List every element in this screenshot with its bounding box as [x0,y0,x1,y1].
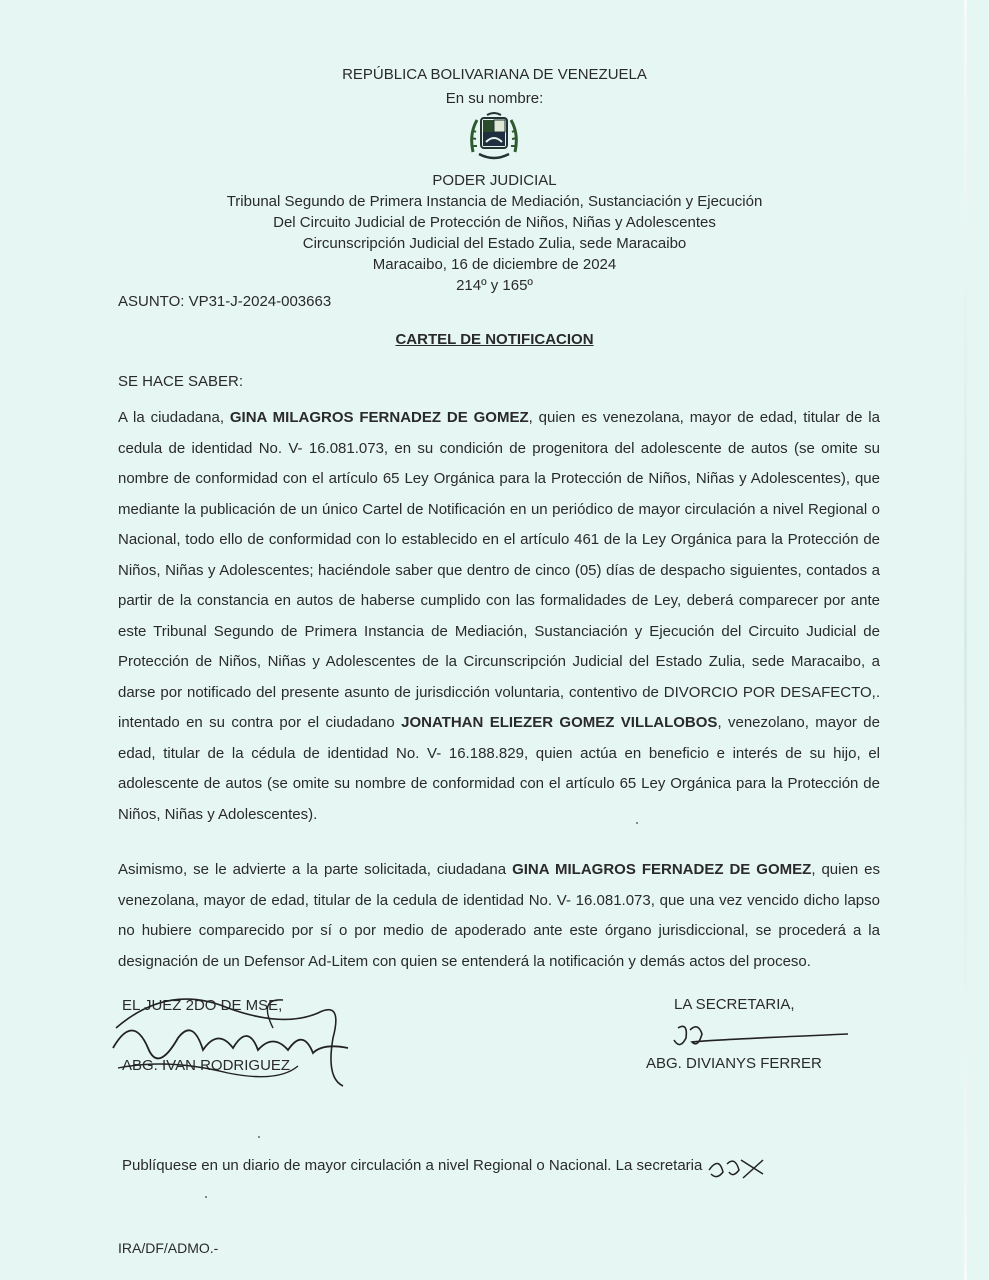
secretary-signature [668,1020,853,1052]
judge-signature [108,988,358,1098]
document-title: CARTEL DE NOTIFICACION [395,331,594,348]
speck [636,822,638,824]
header-date: Maracaibo, 16 de diciembre de 2024 [372,256,617,273]
p2-name-respondent: GINA MILAGROS FERNADEZ DE GOMEZ [512,861,812,878]
header-country: REPÚBLICA BOLIVARIANA DE VENEZUELA [342,66,647,83]
paragraph-1 [118,403,880,830]
header-circunscripcion: Circunscripción Judicial del Estado Zulia, sede Maracaibo [302,235,687,252]
speck [205,1196,207,1198]
case-number: ASUNTO: VP31-J-2024-003663 [118,293,332,310]
p2-text-a: Asimismo, se le advierte a la parte solicitada, ciudadana [118,861,513,878]
judge-name: ABG. IVAN RODRIGUEZ [122,1057,291,1074]
p1-name-petitioner: JONATHAN ELIEZER GOMEZ VILLALOBOS [401,714,718,731]
header-court-block [0,170,989,296]
header-subtitle: En su nombre: [445,90,544,107]
paragraph-2 [118,855,880,977]
se-hace-saber: SE HACE SABER: [118,373,244,390]
header-poder-judicial: PODER JUDICIAL [432,172,557,189]
secretary-name: ABG. DIVIANYS FERRER [646,1055,822,1072]
coat-of-arms-seal [467,112,521,164]
publication-order: Publíquese en un diario de mayor circulación a nivel Regional o Nacional. La secretaria [122,1157,703,1174]
reference-initials: IRA/DF/ADMO.- [118,1240,219,1256]
header-tribunal: Tribunal Segundo de Primera Instancia de Mediación, Sustanciación y Ejecución [226,193,763,210]
secretary-title: LA SECRETARIA, [674,996,795,1013]
judge-title: EL JUEZ 2DO DE MSE, [122,997,283,1014]
secretary-initials [705,1152,767,1182]
p2-text-c: , quien es venezolana, mayor de edad, titular de la cedula de identidad No. V- 16.081.073, que una vez vencido dicho lapso no hubiere comparecido por sí o por medio de apoderado ante este órgano jurisdiccional, se procederá a la designación de un Defensor Ad-Litem con quien se entenderá la notificación y demás actos del proceso. [118,861,880,970]
p1-name-respondent: GINA MILAGROS FERNADEZ DE GOMEZ [229,409,529,426]
header-years: 214º y 165º [456,277,533,294]
speck [258,1136,260,1138]
p1-text-c: , quien es venezolana, mayor de edad, titular de la cedula de identidad No. V- 16.081.073, en su condición de progenitora del adolescente de autos (se omite su nombre de conformidad con el artículo 65 Ley Orgánica para la Protección de Niños, Niñas y Adolescentes), que mediante la publicación de un único Cartel de Notificación en un periódico de mayor circulación a nivel Regional o Nacional, todo ello de conformidad con lo establecido en el artículo 461 de la Ley Orgánica para la Protección de Niños, Niñas y Adolescentes; haciéndole saber que dentro de cinco (05) días de despacho siguientes, contados a partir de la constancia en autos de haberse cumplido con las formalidades de Ley, deberá comparecer por ante este Tribunal Segundo de Primera Instancia de Mediación, Sustanciación y Ejecución del Circuito Judicial de Protección de Niños, Niñas y Adolescentes de la Circunscripción Judicial del Estado Zulia, sede Maracaibo, a darse por notificado del presente asunto de jurisdicción voluntaria, contentivo de DIVORCIO POR DESAFECTO,. intentado en su contra por el ciudadano [118,409,880,731]
p1-text-a: A la ciudadana, [118,409,230,426]
header-circuito: Del Circuito Judicial de Protección de Niños, Niñas y Adolescentes [273,214,716,231]
p1-text-e: , venezolano, mayor de edad, titular de la cédula de identidad No. V- 16.188.829, quien actúa en beneficio e interés de su hijo, el adolescente de autos (se omite su nombre de conformidad con el artículo 65 Ley Orgánica para la Protección de Niños, Niñas y Adolescentes). [118,714,880,823]
